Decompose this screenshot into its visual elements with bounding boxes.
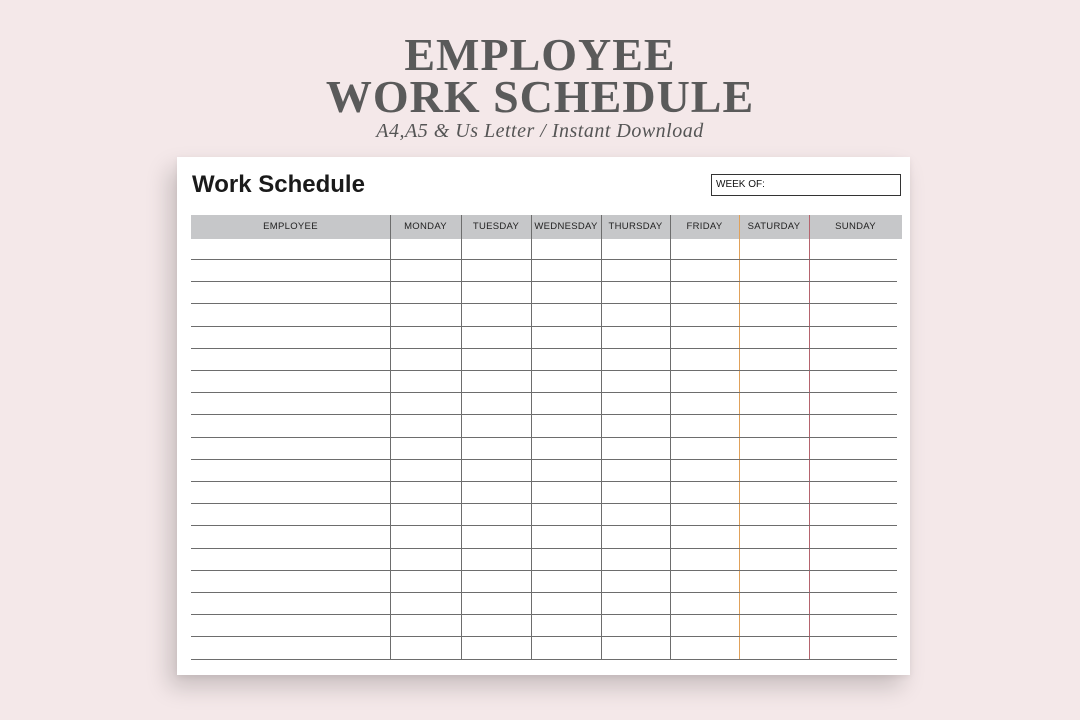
- table-row: [191, 437, 897, 438]
- hero-title-line1: EMPLOYEE: [404, 29, 676, 80]
- schedule-sheet: [177, 157, 910, 675]
- table-row: [191, 659, 897, 660]
- column-header-thursday: THURSDAY: [608, 221, 663, 232]
- table-row: [191, 392, 897, 393]
- table-row: [191, 548, 897, 549]
- week-of-field[interactable]: WEEK OF:: [711, 174, 901, 196]
- hero-subtitle: A4,A5 & Us Letter / Instant Download: [376, 120, 704, 142]
- column-header-friday: FRIDAY: [686, 221, 723, 232]
- table-header: [191, 215, 902, 239]
- table-row: [191, 259, 897, 260]
- table-row: [191, 303, 897, 304]
- column-header-sunday: SUNDAY: [835, 221, 876, 232]
- table-row: [191, 592, 897, 593]
- hero-title-line2: WORK SCHEDULE: [325, 71, 755, 122]
- column-header-wednesday: WEDNESDAY: [534, 221, 598, 232]
- table-row: [191, 481, 897, 482]
- table-row: [191, 570, 897, 571]
- table-row: [191, 503, 897, 504]
- sheet-title: Work Schedule: [192, 171, 365, 198]
- table-row: [191, 636, 897, 637]
- table-row: [191, 326, 897, 327]
- column-header-saturday: SATURDAY: [747, 221, 801, 232]
- column-header-monday: MONDAY: [404, 221, 447, 232]
- table-row: [191, 614, 897, 615]
- table-row: [191, 414, 897, 415]
- table-row: [191, 348, 897, 349]
- table-row: [191, 525, 897, 526]
- column-header-employee: EMPLOYEE: [263, 221, 318, 232]
- table-row: [191, 459, 897, 460]
- table-row: [191, 281, 897, 282]
- table-row: [191, 370, 897, 371]
- column-header-tuesday: TUESDAY: [472, 221, 520, 232]
